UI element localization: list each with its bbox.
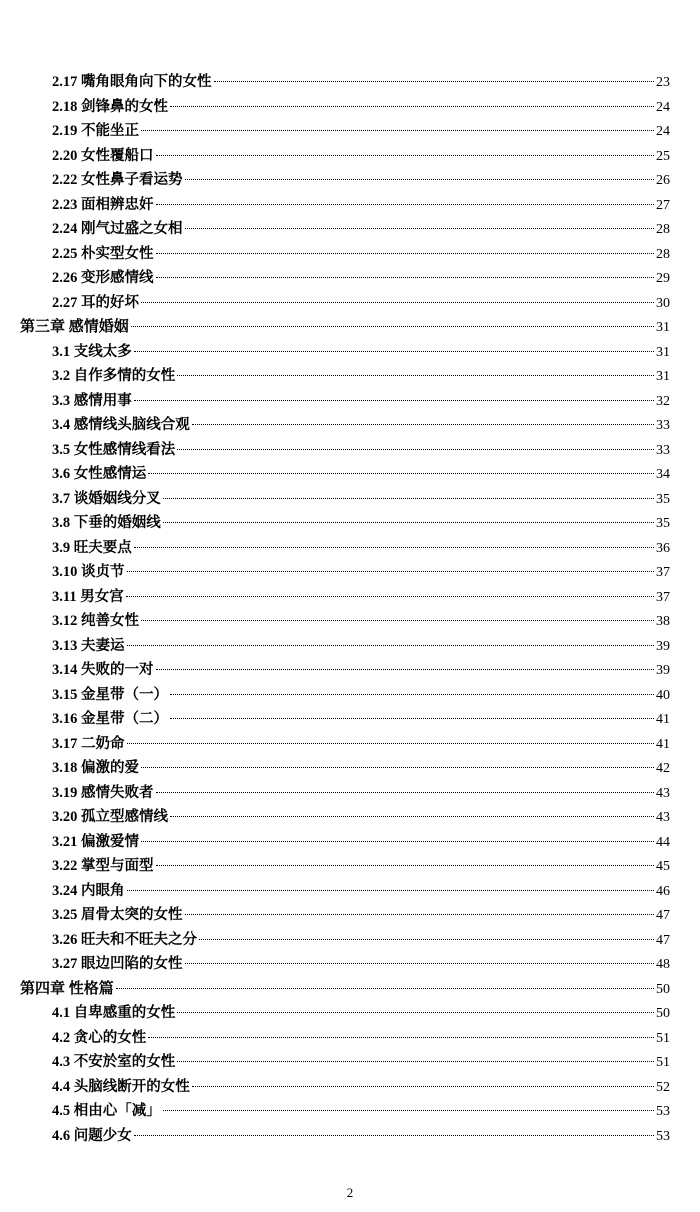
toc-section-entry[interactable] [0, 805, 700, 830]
toc-entry-page: 53 [656, 1128, 670, 1144]
toc-entry-page: 47 [656, 908, 670, 923]
dot-leader [185, 913, 655, 915]
toc-entry-page: 28 [656, 222, 670, 237]
toc-entry-title: 第三章 感情婚姻 [20, 319, 129, 335]
toc-section-entry[interactable] [0, 854, 700, 879]
toc-section-entry[interactable] [0, 364, 700, 389]
toc-section-entry[interactable] [0, 1026, 700, 1051]
toc-section-entry[interactable] [0, 756, 700, 781]
toc-entry-page: 38 [656, 614, 670, 629]
toc-entry-title: 3.10 谈贞节 [52, 564, 125, 580]
toc-entry-title: 4.5 相由心「减」 [52, 1103, 161, 1119]
toc-section-entry[interactable] [0, 609, 700, 634]
dot-leader [185, 227, 655, 229]
toc-entry-page: 27 [656, 197, 670, 213]
toc-entry-page: 34 [656, 467, 670, 482]
toc-entry-title: 2.27 耳的好坏 [52, 294, 139, 311]
toc-section-entry[interactable] [0, 1001, 700, 1026]
dot-leader [156, 791, 655, 793]
toc-entry-title: 3.26 旺夫和不旺夫之分 [52, 931, 197, 948]
toc-entry-title: 第四章 性格篇 [20, 980, 114, 997]
dot-leader [177, 448, 654, 450]
toc-section-entry[interactable] [0, 879, 700, 904]
dot-leader [134, 546, 654, 548]
dot-leader [134, 350, 654, 352]
page-number: 2 [346, 1185, 354, 1200]
toc-entry-page: 25 [656, 148, 670, 164]
toc-entry-title: 2.20 女性覆船口 [52, 147, 154, 164]
toc-section-entry[interactable] [0, 242, 700, 267]
dot-leader [170, 693, 654, 695]
toc-entry-page: 42 [656, 761, 670, 776]
toc-entry-page: 53 [656, 1104, 670, 1119]
toc-entry-title: 2.22 女性鼻子看运势 [52, 172, 183, 188]
toc-section-entry[interactable] [0, 536, 700, 561]
dot-leader [134, 399, 654, 401]
toc-entry-title: 2.17 嘴角眼角向下的女性 [52, 74, 212, 90]
toc-entry-title: 3.18 偏激的爱 [52, 760, 139, 776]
toc-entry-page: 29 [656, 271, 670, 286]
toc-section-entry[interactable] [0, 389, 700, 414]
dot-leader [141, 129, 654, 131]
toc-section-entry[interactable] [0, 413, 700, 438]
toc-section-entry[interactable] [0, 928, 700, 953]
toc-section-entry[interactable] [0, 266, 700, 291]
dot-leader [214, 80, 655, 82]
toc-entry-title: 2.24 刚气过盛之女相 [52, 221, 183, 237]
dot-leader [156, 154, 655, 156]
toc-entry-page: 43 [656, 810, 670, 825]
toc-section-entry[interactable] [0, 291, 700, 316]
toc-entry-page: 32 [656, 393, 670, 409]
dot-leader [141, 840, 654, 842]
dot-leader [192, 1085, 654, 1087]
toc-entry-page: 24 [656, 99, 670, 115]
toc-entry-page: 43 [656, 785, 670, 801]
toc-section-entry[interactable] [0, 95, 700, 120]
dot-leader [127, 570, 655, 572]
toc-section-entry[interactable] [0, 1124, 700, 1149]
dot-leader [131, 325, 654, 327]
toc-entry-page: 50 [656, 1006, 670, 1021]
toc-entry-title: 2.19 不能坐正 [52, 123, 139, 139]
toc-entry-page: 39 [656, 663, 670, 678]
dot-leader [170, 717, 654, 719]
dot-leader [141, 301, 654, 303]
toc-entry-title: 3.7 谈婚姻线分叉 [52, 490, 161, 507]
toc-entry-page: 24 [656, 124, 670, 139]
toc-entry-title: 4.1 自卑感重的女性 [52, 1005, 176, 1021]
dot-leader [141, 619, 654, 621]
toc-entry-title: 4.6 问题少女 [52, 1127, 132, 1144]
toc-entry-page: 52 [656, 1079, 670, 1095]
dot-leader [127, 644, 655, 646]
toc-entry-page: 31 [656, 369, 670, 384]
toc-entry-page: 40 [656, 687, 670, 703]
dot-leader [185, 178, 655, 180]
toc-entry-title: 3.25 眉骨太突的女性 [52, 907, 183, 923]
toc-section-entry[interactable] [0, 168, 700, 193]
dot-leader [148, 1036, 654, 1038]
dot-leader [156, 203, 655, 205]
dot-leader [156, 276, 655, 278]
dot-leader [156, 668, 655, 670]
toc-entry-title: 3.11 男女宫 [52, 588, 124, 605]
toc-entry-title: 3.22 掌型与面型 [52, 858, 154, 874]
toc-section-entry[interactable] [0, 658, 700, 683]
dot-leader [127, 742, 655, 744]
dot-leader [127, 889, 655, 891]
toc-entry-title: 3.9 旺夫要点 [52, 539, 132, 556]
toc-section-entry[interactable] [0, 217, 700, 242]
dot-leader [148, 472, 654, 474]
toc-entry-page: 37 [656, 589, 670, 605]
toc-section-entry[interactable] [0, 119, 700, 144]
dot-leader [185, 962, 655, 964]
toc-entry-title: 3.5 女性感情线看法 [52, 441, 176, 458]
toc-section-entry[interactable] [0, 70, 700, 95]
dot-leader [126, 595, 654, 597]
toc-section-entry[interactable] [0, 560, 700, 585]
toc-entry-title: 3.27 眼边凹陷的女性 [52, 956, 183, 972]
toc-entry-page: 26 [656, 173, 670, 188]
toc-entry-page: 35 [656, 516, 670, 531]
dot-leader [141, 766, 654, 768]
toc-chapter-entry[interactable] [0, 977, 700, 1002]
toc-entry-title: 2.25 朴实型女性 [52, 245, 154, 262]
toc-section-entry[interactable] [0, 144, 700, 169]
toc-section-entry[interactable] [0, 952, 700, 977]
toc-section-entry[interactable] [0, 1099, 700, 1124]
toc-section-entry[interactable] [0, 1050, 700, 1075]
toc-entry-page: 48 [656, 957, 670, 972]
toc-entry-page: 36 [656, 540, 670, 556]
toc-entry-page: 37 [656, 565, 670, 580]
toc-entry-page: 45 [656, 859, 670, 874]
toc-entry-page: 41 [656, 736, 670, 752]
toc-entry-page: 50 [656, 981, 670, 997]
toc-entry-page: 30 [656, 295, 670, 311]
dot-leader [177, 1060, 654, 1062]
toc-entry-title: 2.26 变形感情线 [52, 270, 154, 286]
toc-section-entry[interactable] [0, 830, 700, 855]
toc-entry-title: 3.6 女性感情运 [52, 466, 147, 482]
toc-entry-page: 31 [656, 344, 670, 360]
toc-entry-title: 3.24 内眼角 [52, 882, 125, 899]
toc-entry-page: 23 [656, 75, 670, 90]
toc-section-entry[interactable] [0, 683, 700, 708]
toc-entry-title: 4.2 贪心的女性 [52, 1029, 147, 1046]
toc-entry-title: 3.13 夫妻运 [52, 637, 125, 654]
toc-section-entry[interactable] [0, 462, 700, 487]
toc-section-entry[interactable] [0, 340, 700, 365]
toc-entry-title: 3.14 失败的一对 [52, 662, 154, 678]
toc-entry-title: 3.8 下垂的婚姻线 [52, 515, 161, 531]
toc-entry-title: 4.4 头脑线断开的女性 [52, 1078, 190, 1095]
toc-entry-page: 33 [656, 442, 670, 458]
toc-entry-page: 28 [656, 246, 670, 262]
toc-entry-title: 3.15 金星带（一） [52, 686, 168, 703]
toc-entry-title: 2.18 剑锋鼻的女性 [52, 98, 168, 115]
toc-section-entry[interactable] [0, 511, 700, 536]
dot-leader [156, 864, 655, 866]
toc-entry-title: 4.3 不安於室的女性 [52, 1054, 176, 1070]
toc-entry-title: 3.17 二奶命 [52, 735, 125, 752]
dot-leader [134, 1134, 654, 1136]
toc-section-entry[interactable] [0, 438, 700, 463]
dot-leader [199, 938, 654, 940]
toc-entry-page: 44 [656, 834, 670, 850]
toc-entry-page: 46 [656, 883, 670, 899]
toc-chapter-entry[interactable] [0, 315, 700, 340]
toc-entry-title: 2.23 面相辨忠奸 [52, 196, 154, 213]
toc-entry-title: 3.16 金星带（二） [52, 711, 168, 727]
dot-leader [116, 987, 654, 989]
toc-entry-title: 3.20 孤立型感情线 [52, 809, 168, 825]
toc-entry-title: 3.3 感情用事 [52, 392, 132, 409]
toc-section-entry[interactable] [0, 634, 700, 659]
toc-entry-title: 3.1 支线太多 [52, 343, 132, 360]
toc-entry-page: 47 [656, 932, 670, 948]
toc-section-entry[interactable] [0, 193, 700, 218]
toc-entry-title: 3.19 感情失败者 [52, 784, 154, 801]
toc-entry-page: 39 [656, 638, 670, 654]
dot-leader [163, 521, 654, 523]
dot-leader [170, 815, 654, 817]
toc-entry-page: 51 [656, 1030, 670, 1046]
dot-leader [163, 1109, 654, 1111]
toc-section-entry[interactable] [0, 781, 700, 806]
toc-entry-page: 33 [656, 418, 670, 433]
dot-leader [177, 374, 654, 376]
toc-entry-page: 31 [656, 320, 670, 335]
toc-section-entry[interactable] [0, 585, 700, 610]
toc-entry-title: 3.12 纯善女性 [52, 613, 139, 629]
dot-leader [156, 252, 655, 254]
toc-entry-title: 3.2 自作多情的女性 [52, 368, 176, 384]
toc-entry-title: 3.21 偏激爱情 [52, 833, 139, 850]
toc-entry-page: 41 [656, 712, 670, 727]
toc-entry-page: 35 [656, 491, 670, 507]
toc-section-entry[interactable] [0, 732, 700, 757]
toc-entry-title: 3.4 感情线头脑线合观 [52, 417, 190, 433]
toc-section-entry[interactable] [0, 903, 700, 928]
dot-leader [163, 497, 654, 499]
toc-section-entry[interactable] [0, 707, 700, 732]
dot-leader [177, 1011, 654, 1013]
toc-entry-page: 51 [656, 1055, 670, 1070]
dot-leader [170, 105, 654, 107]
dot-leader [192, 423, 654, 425]
toc-section-entry[interactable] [0, 487, 700, 512]
table-of-contents [0, 70, 700, 1148]
toc-section-entry[interactable] [0, 1075, 700, 1100]
